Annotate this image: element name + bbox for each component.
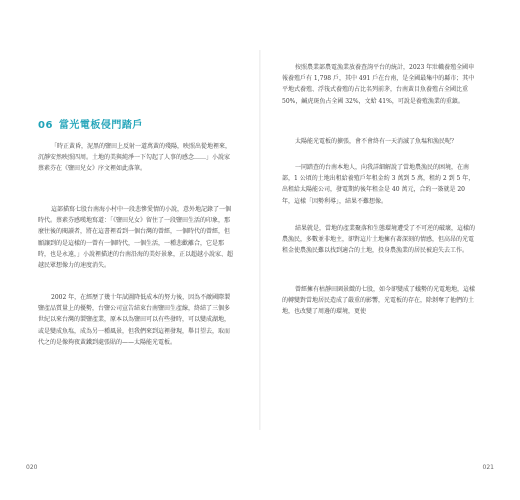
- chapter-number: 06: [38, 120, 53, 131]
- right-page: [272, 56, 504, 471]
- right-paragraph-4: 結果就是，當地的產業聚落和生態環境遭受了不可逆的破壞，這樣的農漁民，多數並非地主，卻對這片土地擁有著深刻的情感，但高昂的光電租金使農漁民難以找到適合的土地，投身農漁業的居民被迫失去工作。: [282, 225, 476, 255]
- chapter-title: 當光電板侵門踏戶: [58, 120, 143, 131]
- left-paragraph-2: 這部描寫七股台南海小村中一段悲慘愛情的小說，意外地記錄了一個時代。蔡素芬感嘆地寫道：「《鹽田兒女》留住了一段鹽田生活的印象，那麼往後的閱讀者，將在這書裡看到一個台灣的曾經，一個時代的曾經，但願讓到的是這樣的一曾有一個時代，一個生活，一種悲歡離合，它是那時，也是永遠，」小說裡描述的台南沿海的美好景象，正以超越小說家、超越民眾想像力的速度消失。: [38, 206, 234, 270]
- chapter-heading: [38, 116, 143, 130]
- left-paragraph-1: 「時正黃昏，泥黑的鹽田上反射一道萬黃的殘陽，映照出從地裡來，沉靜安然映照四周。土地的美與純淨一下勾起了人事的感念……」小說家蔡素芬在《鹽田兒女》序文裡如此落筆。: [38, 143, 232, 173]
- left-page: [16, 56, 248, 471]
- page-number-left: 020: [26, 464, 38, 471]
- right-paragraph-1: 按照農業部農電漁業放養查詢平台的統計，2023 年壯幟養殖全國申報養殖戶有 1,798 戶，其中 491 戶在台南，是全國最集中的縣市；其中平地式養殖、浮筏式養殖的占比名列前茅，台南黃目魚養殖占全國比重 50%，鹹虎斑魚占全國 32%，文蛤 41%，可說是養殖漁業的重鎮。: [282, 64, 475, 105]
- left-paragraph-3: 2002 年，在經歷了幾十年試圖降低成本的努力後，因為不敵國際製鹽產品質量上的優勢，台鹽公司宣告結束台南鹽田生產線，終結了三個多世紀以來台灣的製鹽產業，原本以為鹽田可以有些發時，可以變成湖地，或是變成魚塩，成為另一種風景，但我們來到這裡發現，舉目望去，取而代之的是像夠夜黃鐵到處張貼的——太陽能光電板。: [38, 294, 231, 346]
- right-paragraph-3: 一同踏查的台南本地人，向我詳細解說了當地農漁民的困境，在南部，1 公頃的土地出租給養殖戶年租金約 3 萬到 5 萬，租約 2 到 5 年，出租給太陽能公司，發電期約後年租金是 40 萬元，合約一簽就是 20 年，這樣「因勢利導」，結果不難想像。: [282, 164, 475, 205]
- right-paragraph-5: 曾經擁有枯靜田園景緻的七股，如今卻變成了蟻勢的光電地地，這樣的轉變對當地居民造成了嚴重的影響，光電板的存在，除剝奪了他們的土地，也改變了周邊的環境，更使: [282, 286, 476, 316]
- right-paragraph-2: 太陽能光電板的擴張，會不會終有一天消滅了魚塭和漁民呢？: [295, 138, 458, 145]
- page-number-right: 021: [482, 464, 494, 471]
- page-gutter: [259, 50, 261, 430]
